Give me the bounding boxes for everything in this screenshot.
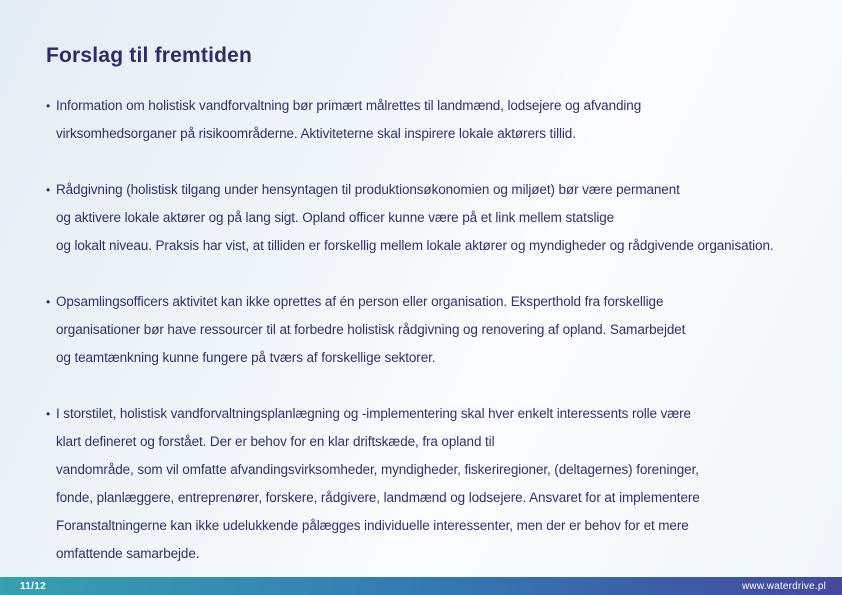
bullet-line: Rådgivning (holistisk tilgang under hensyntagen til produktionsøkonomien og miljøet) bør være permanent (56, 182, 680, 197)
page-number: 11/12 (20, 580, 46, 592)
footer-bar (0, 577, 842, 595)
bullet-item (46, 400, 822, 568)
bullet-line: vandområde, som vil omfatte afvandingsvirksomheder, myndigheder, fiskeriregioner, (deltagernes) foreninger, (56, 462, 699, 477)
bullet-marker: • (46, 295, 51, 309)
bullet-line: fonde, planlæggere, entreprenører, forskere, rådgivere, landmænd og lodsejere. Ansvaret for at implementere (56, 490, 700, 505)
bullet-line: organisationer bør have ressourcer til at forbedre holistisk rådgivning og renovering af opland. Samarbejdet (56, 322, 686, 337)
bullet-item (46, 288, 822, 372)
website-link[interactable]: www.waterdrive.pl (742, 580, 826, 592)
bullet-line: klart defineret og forstået. Der er behov for en klar driftskæde, fra opland til (56, 434, 495, 449)
bullet-line: virksomhedsorganer på risikoområderne. Aktiviteterne skal inspirere lokale aktørers tillid. (56, 126, 576, 141)
bullet-marker: • (46, 407, 51, 421)
bullet-line: Foranstaltningerne kan ikke udelukkende pålægges individuelle interessenter, men der er behov for et mere (56, 518, 689, 533)
bullet-item (46, 176, 822, 260)
bullet-line: Opsamlingsofficers aktivitet kan ikke oprettes af én person eller organisation. Eksperthold fra forskellige (56, 294, 664, 309)
bullet-line: Information om holistisk vandforvaltning bør primært målrettes til landmænd, lodsejere og afvanding (56, 98, 642, 113)
bullet-line: og aktivere lokale aktører og på lang sigt. Opland officer kunne være på et link mellem statslige (56, 210, 615, 225)
page-title: Forslag til fremtiden (46, 44, 253, 67)
bullet-line: og teamtænkning kunne fungere på tværs af forskellige sektorer. (56, 350, 436, 365)
bullet-marker: • (46, 183, 51, 197)
bullet-list (46, 92, 822, 595)
bullet-line: og lokalt niveau. Praksis har vist, at tilliden er forskellig mellem lokale aktører og myndigheder og rådgivende organisation. (56, 238, 774, 253)
bullet-line: I storstilet, holistisk vandforvaltningsplanlægning og -implementering skal hver enkelt interessents rolle være (56, 406, 691, 421)
bullet-line: omfattende samarbejde. (56, 546, 200, 561)
bullet-item (46, 92, 822, 148)
bullet-marker: • (46, 99, 51, 113)
